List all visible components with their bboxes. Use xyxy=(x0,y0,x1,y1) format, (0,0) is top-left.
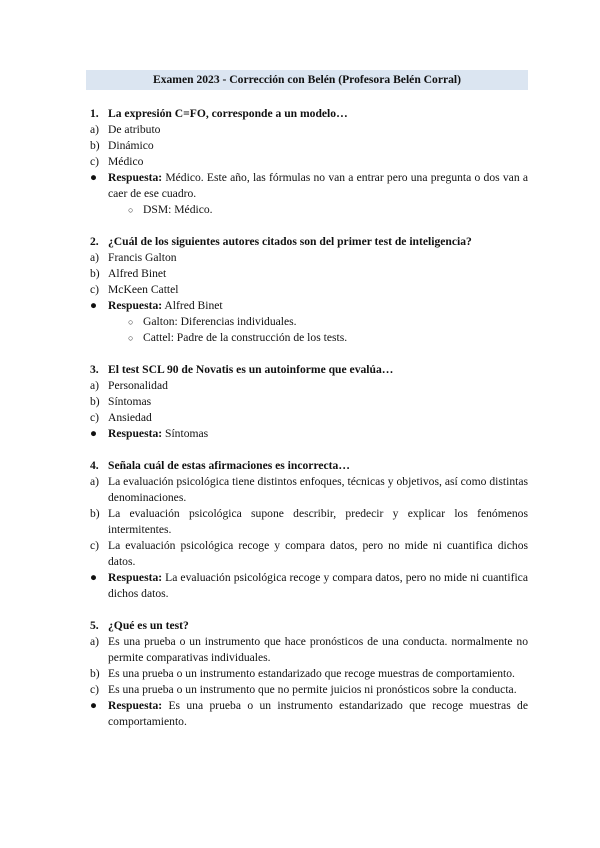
note-text: Cattel: Padre de la construcción de los tests. xyxy=(143,331,348,344)
question-heading xyxy=(86,234,528,250)
answer-text: Síntomas xyxy=(165,427,209,440)
bullet-icon: ● xyxy=(90,571,98,584)
answer-option xyxy=(86,474,528,506)
option-letter: c) xyxy=(90,283,100,296)
answer-option xyxy=(86,410,528,426)
question-heading xyxy=(86,458,528,474)
answer-option xyxy=(86,250,528,266)
question-block xyxy=(86,234,528,346)
question-text: La expresión C=FO, corresponde a un modelo… xyxy=(108,107,348,120)
answer-option xyxy=(86,266,528,282)
option-text: Alfred Binet xyxy=(108,267,167,280)
answer-option xyxy=(86,378,528,394)
option-letter: a) xyxy=(90,251,100,264)
option-text: La evaluación psicológica recoge y compara datos, pero no mide ni cuantifica dichos datos. xyxy=(108,539,528,568)
option-text: Es una prueba o un instrumento que no permite juicios ni pronósticos sobre la conducta. xyxy=(108,683,517,696)
document-title: Examen 2023 - Corrección con Belén (Profesora Belén Corral) xyxy=(86,70,528,90)
option-letter: a) xyxy=(90,379,100,392)
note-text: Galton: Diferencias individuales. xyxy=(143,315,297,328)
circle-bullet-icon: ○ xyxy=(128,205,134,215)
answer-label: Respuesta: xyxy=(108,299,163,312)
option-letter: c) xyxy=(90,411,100,424)
option-text: Es una prueba o un instrumento estandarizado que recoge muestras de comportamiento. xyxy=(108,667,515,680)
answer-label: Respuesta: xyxy=(108,699,163,712)
answer-note xyxy=(86,330,528,346)
question-block xyxy=(86,458,528,602)
question-block xyxy=(86,106,528,218)
answer-row xyxy=(86,170,528,202)
bullet-icon: ● xyxy=(90,299,98,312)
answer-label: Respuesta: xyxy=(108,171,163,184)
question-heading xyxy=(86,362,528,378)
answer-row xyxy=(86,698,528,730)
question-heading xyxy=(86,106,528,122)
answer-option xyxy=(86,138,528,154)
answer-text: Es una prueba o un instrumento estandarizado que recoge muestras de comportamiento. xyxy=(108,699,528,728)
bullet-icon: ● xyxy=(90,699,98,712)
option-text: Francis Galton xyxy=(108,251,177,264)
answer-option xyxy=(86,122,528,138)
answer-option xyxy=(86,538,528,570)
option-text: De atributo xyxy=(108,123,161,136)
option-text: La evaluación psicológica tiene distintos enfoques, técnicas y objetivos, así como distintas denominaciones. xyxy=(108,475,528,504)
questions-list xyxy=(86,106,528,746)
option-text: Es una prueba o un instrumento que hace pronósticos de una conducta. normalmente no permite comparativas individuales. xyxy=(108,635,528,664)
option-text: Personalidad xyxy=(108,379,168,392)
option-letter: b) xyxy=(90,267,100,280)
answer-row xyxy=(86,426,528,442)
option-text: McKeen Cattel xyxy=(108,283,179,296)
question-number: 1. xyxy=(90,107,99,120)
answer-option xyxy=(86,282,528,298)
question-text: ¿Qué es un test? xyxy=(108,619,189,632)
answer-label: Respuesta: xyxy=(108,571,163,584)
option-letter: a) xyxy=(90,123,100,136)
note-text: DSM: Médico. xyxy=(143,203,213,216)
answer-row xyxy=(86,298,528,314)
question-number: 2. xyxy=(90,235,99,248)
circle-bullet-icon: ○ xyxy=(128,333,134,343)
option-letter: c) xyxy=(90,683,100,696)
answer-text: La evaluación psicológica recoge y compara datos, pero no mide ni cuantifica dichos datos. xyxy=(108,571,528,600)
circle-bullet-icon: ○ xyxy=(128,317,134,327)
question-number: 5. xyxy=(90,619,99,632)
answer-option xyxy=(86,666,528,682)
answer-row xyxy=(86,570,528,602)
option-letter: b) xyxy=(90,507,100,520)
question-number: 3. xyxy=(90,363,99,376)
answer-option xyxy=(86,154,528,170)
option-letter: a) xyxy=(90,475,100,488)
answer-option xyxy=(86,682,528,698)
question-text: ¿Cuál de los siguientes autores citados son del primer test de inteligencia? xyxy=(108,235,472,248)
answer-note xyxy=(86,314,528,330)
question-block xyxy=(86,618,528,730)
answer-option xyxy=(86,394,528,410)
answer-text: Alfred Binet xyxy=(164,299,223,312)
answer-text: Médico. Este año, las fórmulas no van a entrar pero una pregunta o dos van a caer de ese cuadro. xyxy=(108,171,528,200)
question-block xyxy=(86,362,528,442)
option-letter: b) xyxy=(90,395,100,408)
answer-option xyxy=(86,634,528,666)
option-text: Médico xyxy=(108,155,144,168)
option-text: Ansiedad xyxy=(108,411,152,424)
answer-option xyxy=(86,506,528,538)
question-text: El test SCL 90 de Novatis es un autoinforme que evalúa… xyxy=(108,363,394,376)
option-letter: b) xyxy=(90,139,100,152)
option-text: La evaluación psicológica supone describir, predecir y explicar los fenómenos intermitentes. xyxy=(108,507,528,536)
option-letter: c) xyxy=(90,155,100,168)
option-text: Dinámico xyxy=(108,139,154,152)
bullet-icon: ● xyxy=(90,427,98,440)
option-letter: b) xyxy=(90,667,100,680)
answer-label: Respuesta: xyxy=(108,427,163,440)
question-number: 4. xyxy=(90,459,99,472)
option-letter: c) xyxy=(90,539,100,552)
option-letter: a) xyxy=(90,635,100,648)
question-text: Señala cuál de estas afirmaciones es incorrecta… xyxy=(108,459,350,472)
answer-note xyxy=(86,202,528,218)
bullet-icon: ● xyxy=(90,171,98,184)
question-heading xyxy=(86,618,528,634)
option-text: Síntomas xyxy=(108,395,152,408)
